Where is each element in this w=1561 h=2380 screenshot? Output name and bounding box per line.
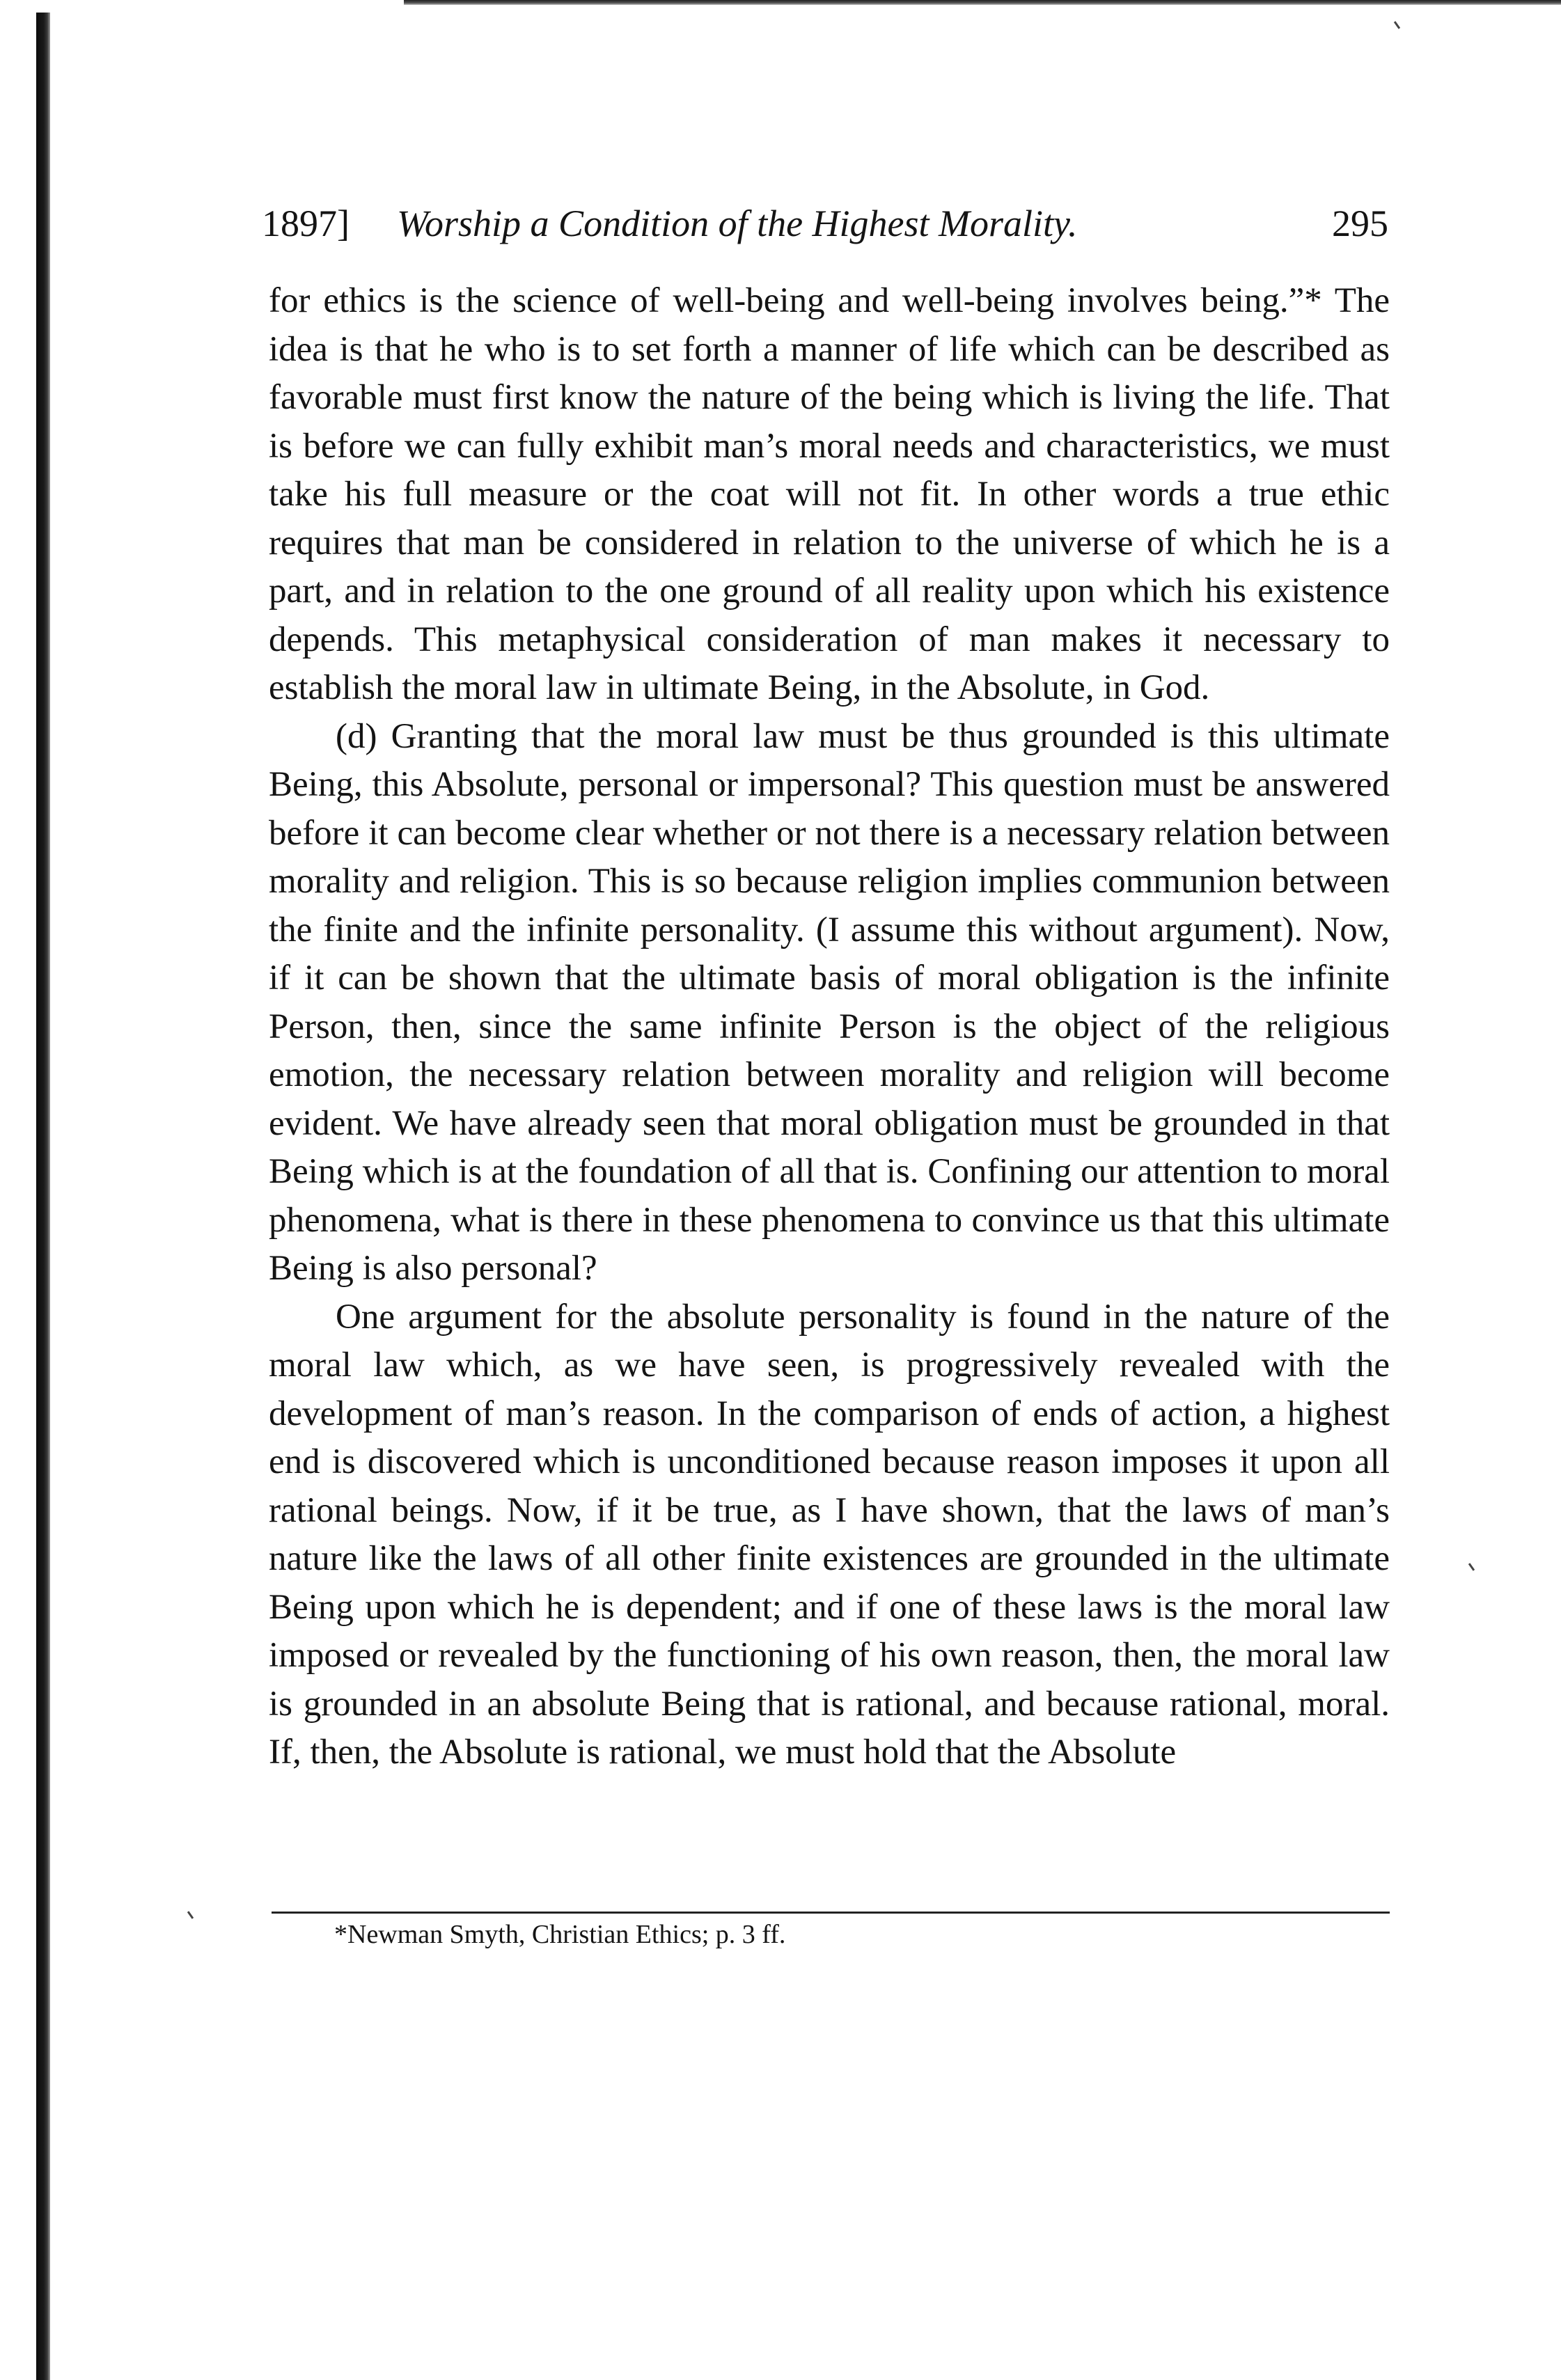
scan-binding-edge — [36, 13, 50, 2380]
running-header — [262, 199, 1388, 248]
page-body — [269, 277, 1390, 1777]
header-year: 1897] — [262, 203, 350, 244]
paragraph-2: (d) Granting that the moral law must be thus grounded is this ultimate Being, this Absolute, personal or impersonal? This question must be answered before it can become clear whether or not there is a necessary relation between morality and religion. This is so because religion implies communion between the finite and the infinite personality. (I assume this without argument). Now, if it can be shown that the ultimate basis of moral obligation is the infinite Person, then, since the same infinite Person is the object of the religious emotion, the necessary relation between morality and religion will become evident. We have already seen that moral obligation must be grounded in that Being which is at the foundation of all that is. Confining our attention to moral phenomena, what is there in these phenomena to convince us that this ultimate Being is also personal? — [269, 716, 1390, 1288]
footnote-divider — [272, 1912, 1390, 1914]
scan-speck — [187, 1911, 194, 1919]
footnote: *Newman Smyth, Christian Ethics; p. 3 ff. — [334, 1920, 786, 1949]
page-number: 295 — [1332, 203, 1388, 244]
scan-top-edge — [404, 0, 1561, 5]
scan-speck — [1468, 1563, 1475, 1571]
paragraph-1: for ethics is the science of well-being and well-being involves being.”* The idea is that he who is to set forth a manner of life which can be described as favorable must first know the nature of the being which is living the life. That is before we can fully exhibit man’s moral needs and characteristics, we must take his full measure or the coat will not fit. In other words a true ethic requires that man be considered in relation to the universe of which he is a part, and in relation to the one ground of all reality upon which his existence depends. This metaphysical consideration of man makes it necessary to establish the moral law in ultimate Being, in the Absolute, in God. — [269, 281, 1390, 707]
paragraph-3: One argument for the absolute personality is found in the nature of the moral law which, as we have seen, is progressively revealed with the development of man’s reason. In the comparison of ends of action, a highest end is discovered which is unconditioned because reason imposes it upon all rational beings. Now, if it be true, as I have shown, that the laws of man’s nature like the laws of all other finite existences are grounded in the ultimate Being upon which he is dependent; and if one of these laws is the moral law imposed or revealed by the functioning of his own reason, then, the moral law is grounded in an absolute Being that is rational, and because rational, moral. If, then, the Absolute is rational, we must hold that the Absolute — [269, 1297, 1390, 1772]
header-title: Worship a Condition of the Highest Morality. — [397, 203, 1078, 244]
scan-speck — [1394, 21, 1400, 29]
